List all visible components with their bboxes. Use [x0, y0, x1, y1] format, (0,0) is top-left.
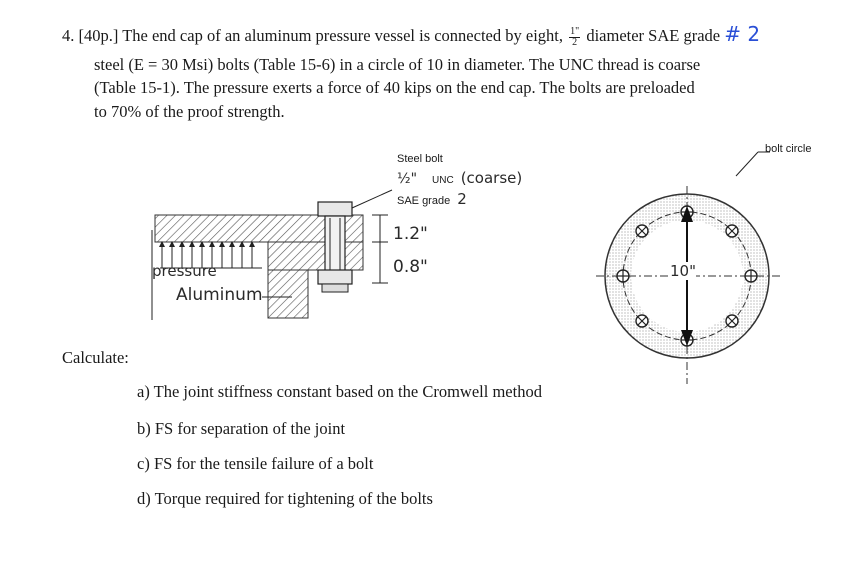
problem-number: 4.	[62, 26, 75, 45]
problem-points: [40p.]	[78, 26, 119, 45]
dimension-top: 1.2"	[393, 224, 428, 244]
bolt-circle-diameter: 10"	[670, 262, 696, 280]
problem-text-1b: diameter SAE grade	[586, 26, 721, 45]
problem-line-2: steel (E = 30 Msi) bolts (Table 15-6) in a circle of 10 in diameter. The UNC thread is coarse	[94, 55, 701, 74]
thread-size-handwritten: ½"	[397, 171, 418, 187]
calculate-heading: Calculate:	[62, 348, 129, 367]
question-a: a) The joint stiffness constant based on the Cromwell method	[137, 382, 542, 401]
problem-text-1a: The end cap of an aluminum pressure vessel is connected by eight,	[122, 26, 563, 45]
problem-line-3: (Table 15-1). The pressure exerts a force of 40 kips on the end cap. The bolts are preloaded	[94, 78, 695, 97]
pressure-label: pressure	[152, 262, 217, 280]
problem-line-4: to 70% of the proof strength.	[94, 102, 285, 121]
grade-handwritten: 2	[457, 190, 467, 208]
question-c: c) FS for the tensile failure of a bolt	[137, 454, 374, 473]
dimension-bottom: 0.8"	[393, 257, 428, 277]
bolt-diameter-fraction: $\frac{1"}{2}$	[570, 25, 580, 48]
sae-grade-label: SAE grade	[397, 195, 451, 207]
unc-label: UNC	[432, 175, 454, 186]
coarse-handwritten: (coarse)	[460, 169, 523, 187]
question-b: b) FS for separation of the joint	[137, 419, 346, 438]
bolt-circle-label: bolt circle	[765, 143, 812, 155]
handwritten-grade: # 2	[724, 22, 761, 46]
steel-bolt-label: Steel bolt	[397, 153, 443, 165]
question-d: d) Torque required for tightening of the bolts	[137, 489, 433, 508]
aluminum-label: Aluminum	[176, 285, 263, 305]
